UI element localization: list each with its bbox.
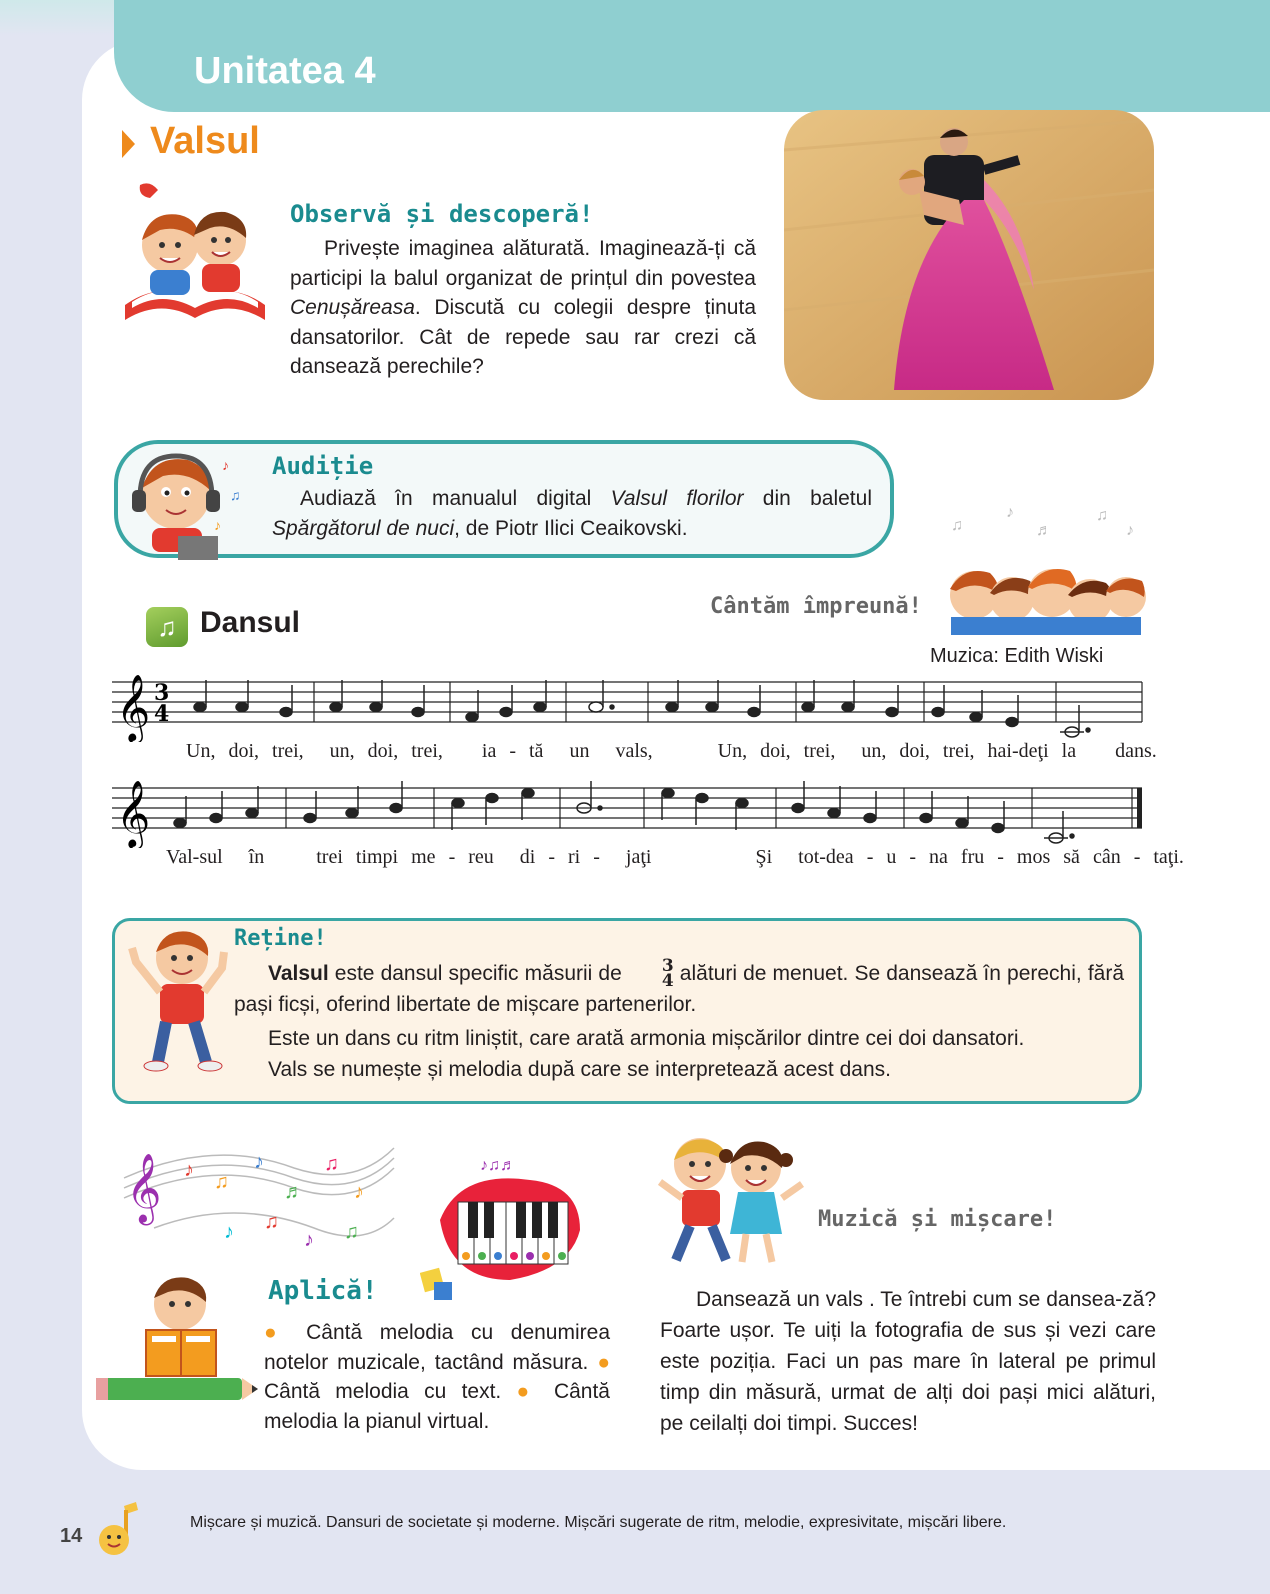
movement-heading: Muzică și mișcare! [818, 1207, 1057, 1232]
kids-reading-book-illustration [120, 180, 270, 330]
svg-text:♪: ♪ [184, 1159, 194, 1181]
song-title: Dansul [200, 606, 301, 639]
observe-heading: Observă și descoperă! [290, 200, 594, 228]
apply-heading: Aplică! [268, 1276, 378, 1306]
bullet-icon: ● [264, 1321, 289, 1344]
svg-text:♬: ♬ [1036, 522, 1052, 539]
audition-text: Audiază în manualul digital Valsul florilor din baletul Spărgătorul de nuci, de Piotr Ilici Ceaikovski. [272, 487, 872, 540]
remember-line-3: Vals se numește și melodia după care se interpretează acest dans. [268, 1058, 891, 1081]
waltz-dancers-photo [784, 110, 1154, 400]
treble-clef-icon-2: 𝄞 [116, 779, 151, 847]
svg-text:♫: ♫ [230, 487, 241, 503]
lyrics-line-2: Val-sul în trei timpi me - reu di - ri - jaţi Şi tot-dea - u - na fru - mos să cân - taţi. [166, 846, 1184, 868]
audition-heading: Audiție [272, 452, 374, 480]
svg-text:♪: ♪ [224, 1221, 234, 1243]
footer-text: Mișcare și muzică. Dansuri de societate și moderne. Mișcări sugerate de ritm, melodie, expresivitate, mișcări libere. [190, 1514, 1007, 1531]
time-signature-bottom: 4 [154, 701, 170, 727]
bullet-icon: ● [597, 1350, 610, 1374]
boy-pointing-illustration [128, 922, 232, 1072]
staff-line-2 [112, 778, 1152, 848]
lesson-title: Valsul [150, 120, 260, 162]
svg-text:𝄞: 𝄞 [126, 1153, 162, 1223]
music-note-icon: ♫ [146, 607, 188, 647]
svg-text:♫: ♫ [264, 1211, 279, 1233]
music-note-mascot-icon [88, 1500, 148, 1560]
composer-credit: Muzica: Edith Wiski [930, 645, 1104, 667]
svg-text:♫: ♫ [951, 517, 963, 534]
arrow-icon [122, 130, 135, 158]
unit-title: Unitatea 4 [194, 50, 376, 92]
svg-text:♫: ♫ [214, 1171, 229, 1193]
sing-together-label: Cântăm împreună! [710, 594, 922, 619]
remember-line-2: Este un dans cu ritm liniștit, care arată armonia mișcărilor dintre cei doi dansatori. [268, 1027, 1025, 1050]
colorful-notes-illustration [114, 1128, 404, 1258]
time-signature-top: 3 [154, 680, 170, 706]
svg-text:♪: ♪ [304, 1229, 314, 1251]
svg-text:♫: ♫ [1096, 507, 1108, 524]
svg-text:♪♫♬: ♪♫♬ [480, 1157, 516, 1174]
svg-text:♪: ♪ [1006, 505, 1014, 521]
boy-reading-pencil-illustration [96, 1270, 262, 1410]
movement-text: Dansează un vals . Te întrebi cum se dansea-ză? Foarte ușor. Te uiți la fotografia de sus și vezi care este poziția. Faci un pas mare în lateral pe primul timp din măsură, urmat de alți doi pași mici alături, pe ceilalți doi timpi. Succes! [660, 1288, 1156, 1435]
staff-line-1 [112, 672, 1152, 742]
svg-text:♪: ♪ [1126, 522, 1134, 539]
singing-kids-illustration [946, 505, 1146, 635]
svg-text:♪: ♪ [254, 1151, 264, 1173]
svg-text:♫: ♫ [344, 1221, 359, 1243]
apply-list: ● Cântă melodia cu denumirea notelor muzicale, tactând măsura. ● Cântă melodia cu text. ● Cântă melodia la pianul virtual. [264, 1321, 610, 1433]
observe-text: Privește imaginea alăturată. Imaginează-ți că participi la balul organizat de prințul din povestea Cenușăreasa. Discută cu colegii despre ținuta dansatorilor. Cât de repede sau rar crezi că dansează perechile? [290, 237, 756, 378]
page-number: 14 [60, 1525, 83, 1547]
svg-text:♬: ♬ [284, 1181, 304, 1203]
time-signature-inline: 3 4 [661, 956, 674, 992]
remember-heading: Reține! [234, 926, 327, 951]
svg-text:♫: ♫ [324, 1153, 339, 1175]
bullet-icon: ● [516, 1380, 539, 1403]
boy-headphones-illustration [118, 440, 258, 570]
svg-text:♪: ♪ [354, 1181, 364, 1203]
toy-piano-illustration [420, 1140, 590, 1300]
svg-text:♪: ♪ [214, 517, 221, 533]
treble-clef-icon: 𝄞 [116, 673, 151, 741]
lyrics-line-1: Un, doi, trei, un, doi, trei, ia - tă un vals, Un, doi, trei, un, doi, trei, hai-deţi la dans. [186, 740, 1157, 762]
dancing-kids-illustration [656, 1132, 806, 1272]
remember-text: Valsul este dansul specific măsurii de 3 4 alături de menuet. Se dansează în perechi, fără pași ficși, oferind libertate de mișcare partenerilor. [234, 956, 1125, 1017]
svg-text:♪: ♪ [222, 457, 229, 473]
